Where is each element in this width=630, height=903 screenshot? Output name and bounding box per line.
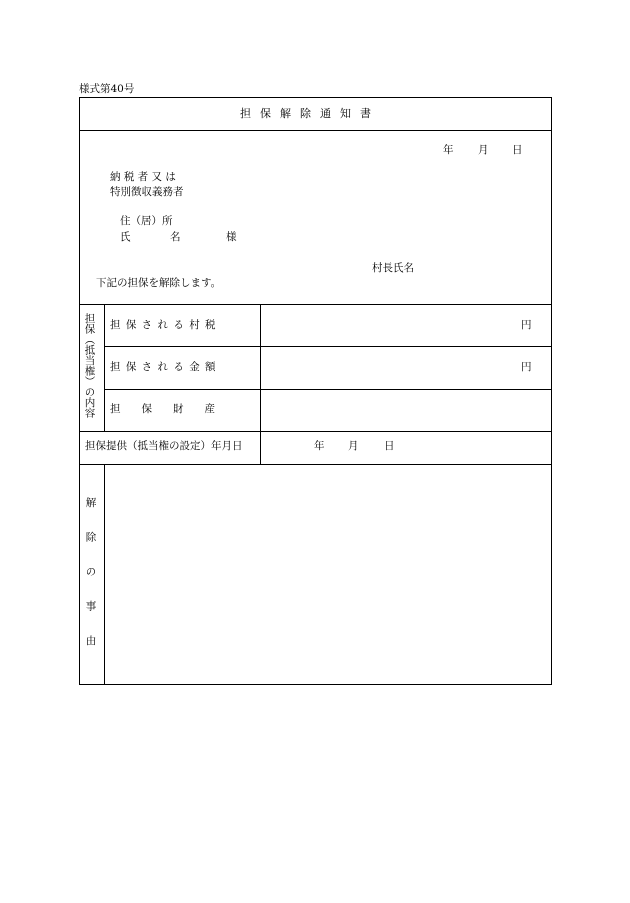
- title-divider: [79, 130, 552, 131]
- row-label-divider: [260, 304, 261, 464]
- date-year-label: 年: [443, 144, 454, 156]
- taxpayer-label: 納 税 者 又 は: [110, 171, 176, 183]
- provision-month-label: 月: [348, 440, 359, 452]
- row-property-label: 担 保 財 産: [110, 403, 215, 415]
- row-divider-2: [104, 389, 552, 390]
- row-divider-1: [104, 346, 552, 347]
- issuer-label: 村長氏名: [372, 262, 414, 274]
- form-number: 様式第40号: [79, 83, 135, 95]
- name-label-first: 氏: [120, 231, 131, 243]
- honorific-label: 様: [226, 231, 237, 243]
- row-amount-unit: 円: [521, 361, 532, 373]
- provision-date-label: 担保提供（抵当権の設定）年月日: [85, 440, 243, 452]
- address-label: 住（居）所: [120, 215, 173, 227]
- section-label-divider: [104, 304, 105, 431]
- name-label-second: 名: [170, 231, 181, 243]
- form-title: 担保解除通知書: [240, 107, 380, 120]
- row-tax-unit: 円: [521, 319, 532, 331]
- date-day-label: 日: [512, 144, 523, 156]
- row-tax-label: 担 保 さ れ る 村 税: [110, 319, 217, 331]
- reason-label: 解除の事由: [84, 497, 97, 670]
- special-collector-label: 特別徴収義務者: [110, 186, 184, 198]
- date-month-label: 月: [478, 144, 489, 156]
- reason-content-area[interactable]: [105, 465, 551, 684]
- section-label: 担保（抵当権）の内容: [83, 313, 96, 418]
- row-divider-3: [79, 431, 552, 432]
- provision-year-label: 年: [314, 440, 325, 452]
- provision-day-label: 日: [384, 440, 395, 452]
- row-amount-label: 担 保 さ れ る 金 額: [110, 361, 217, 373]
- header-divider: [79, 304, 552, 305]
- intro-text: 下記の担保を解除します。: [96, 277, 222, 289]
